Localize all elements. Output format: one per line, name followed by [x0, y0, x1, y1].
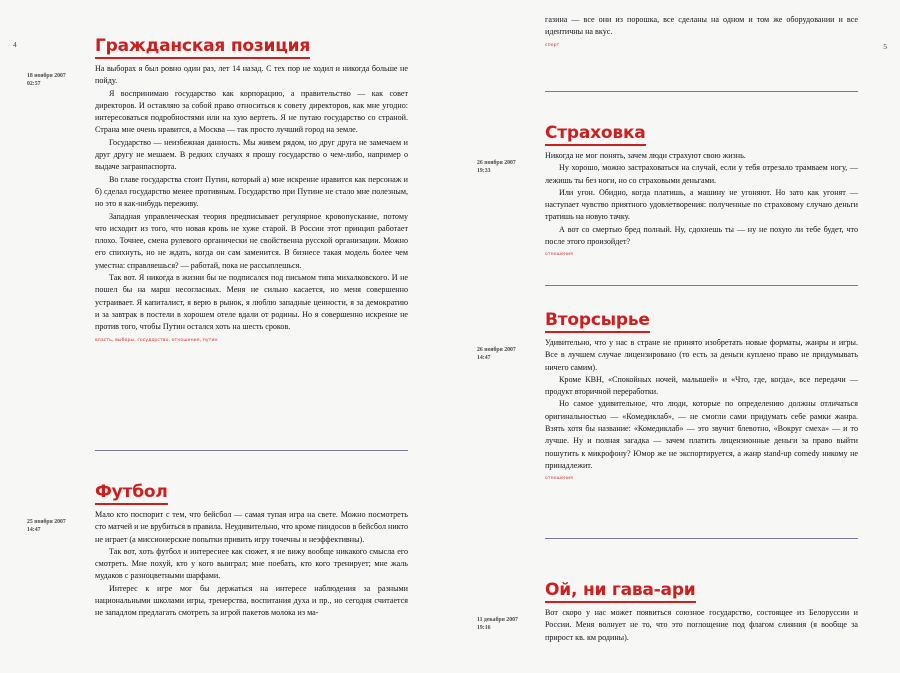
paragraph: Так вот. Я никогда в жизни бы не подписался под письмом типа михалковского. И не пошел бы на марш несогласных. Меня не сильно касается, но меня совершенно устраивает. Я капиталист, я верю в рынок, я люблю западные ценности, я за демократию и за завтрак в постели в хорошем отеле вдали от родины. Но я совершенно искренне не против того, чтобы Путин остался хоть на шесть сроков.: [95, 273, 408, 332]
entry-tags[interactable]: отношения: [545, 252, 573, 258]
entry-grazhdanskaya-poziciya: [0, 36, 450, 344]
entry-time: 19:16: [477, 625, 491, 631]
entry-date: 25 ноября 2007: [27, 519, 66, 525]
page-number-left: 4: [13, 40, 17, 49]
paragraph: Я воспринимаю государство как корпорацию, а правительство — как совет директоров. И оставляю за собой право относиться к совету директоров, как мне угодно: интересоваться подробностями или на хую вертеть. Я не путаю государство со страной. Страна мне очень нравится, а Москва — так просто лучший город на земле.: [95, 88, 408, 135]
entry-body: [545, 150, 858, 248]
entry-meta: [477, 346, 539, 362]
entry-date: 11 декабря 2007: [477, 617, 518, 623]
entry-divider: [545, 91, 858, 92]
paragraph: Кроме КВН, «Спокойных ночей, малышей» и «Что, где, когда», все передачи — продукт вторичной переработки.: [545, 374, 858, 397]
paragraph: Вот скоро у нас может появиться союзное государство, состоящее из Белоруссии и России. Меня волнует не то, что это поглощение под флагом слияния (я вообще за прирост кв. км родины).: [545, 608, 858, 642]
entry-meta: [477, 616, 539, 632]
paragraph: А вот со смертью бред полный. Ну, сдохнешь ты — ну не похую ли тебе будет, что после этого произойдет?: [545, 224, 858, 247]
entry-body: [545, 14, 858, 39]
entry-time: 19:33: [477, 168, 491, 174]
paragraph: Или угон. Обидно, когда платишь, а машину не угоняют. Но зато как угонят — наступает чувство приятного удовлетворения: полученные по страховому случаю деньги тратишь на новую тачку.: [545, 187, 858, 222]
entry-title: Ой, ни гава-ари: [545, 580, 696, 603]
entry-meta: [27, 518, 89, 534]
page-right: [450, 0, 900, 673]
paragraph: Мало кто поспорит с тем, что бейсбол — самая тупая игра на свете. Можно посмотреть сто матчей и не врубиться в правила. Неудивительно, что кроме пиндосов в бейсбол никто не играет (а миссионерские попытки привить игру точечны и неэффективны).: [95, 510, 409, 544]
entry-body: [95, 63, 408, 334]
entry-tags[interactable]: спорт: [545, 42, 560, 48]
entry-title: Страховка: [545, 123, 646, 146]
paragraph: Во главе государства стоит Путин, который а) мне искренне нравится как персонаж и б) сделал государство менее противным. Государство при Путине не стало мне полезным, но это я как-нибудь переживу.: [95, 174, 408, 209]
entry-date: 18 ноября 2007: [27, 73, 66, 79]
paragraph: На выборах я был ровно один раз, лет 14 назад. С тех пор не ходил и никогда больше не пойду.: [95, 64, 408, 86]
entry-continuation: [450, 14, 900, 49]
entry-title: Гражданская позиция: [95, 36, 310, 59]
entry-meta: [477, 159, 539, 175]
entry-vtorsyre: [450, 310, 900, 482]
entry-strahovka: [450, 123, 900, 258]
entry-body: [95, 509, 408, 620]
paragraph: Государство — неизбежная данность. Мы живем рядом, но друг друга не замечаем и друг другу не мешаем. В редких случаях я прошу государство о чем-либо, например о выдаче загранпаспорта.: [95, 137, 408, 172]
entry-title: Футбол: [95, 482, 168, 505]
paragraph: Ну хорошо, можно застраховаться на случай, если у тебя отрезало трамваем ногу, — лежишь ты без ноги, но со страховыми деньгами.: [545, 163, 858, 185]
paragraph: Интерес к игре мог бы держаться на интересе наблюдения за разными национальными школами игры, тренерства, воспитания духа и пр., но сегодня считается не западлом предлагать смотреть за игрой пакетов молока из ма-: [95, 583, 408, 618]
entry-date: 26 ноября 2007: [477, 347, 516, 353]
entry-futbol: [0, 482, 450, 620]
entry-body: [545, 337, 858, 472]
entry-divider: [545, 285, 858, 286]
entry-divider: [95, 450, 408, 451]
entry-divider: [545, 538, 858, 539]
entry-oy-ni-gava-ari: [450, 580, 900, 644]
entry-body: [545, 607, 858, 644]
paragraph: Так вот, хоть футбол и интереснее как сюжет, я не вижу вообще никакого смысла его смотреть. Мне похуй, кто у кого выиграл; мне поебать, кто кого тренирует; мне жаль мудаков с разноцветными шарфами.: [95, 546, 408, 581]
paragraph: Но самое удивительное, что люди, которые по определению должны отличаться оригинальностью — «Комедиклаб», — не смогли сами придумать себе рамки жанра. Взять хотя бы название: «Комедиклаб» — это звучит блевотно, «Вокруг смеха» — и то лучше. Ну и полная загадка — зачем платить лицензионные деньги за право выйти пошутить к микрофону? Юмор же не экспортируется, а жанр stand-up comedy никому не принадлежит.: [545, 399, 858, 470]
paragraph: Удивительно, что у нас в стране не принято изобретать новые форматы, жанры и игры. Все в лучшем случае лицензировано (то есть за деньги куплено право не придумывать ничего самим).: [545, 338, 858, 372]
entry-tags[interactable]: отношения: [545, 476, 573, 482]
entry-time: 14:47: [27, 527, 41, 533]
entry-meta: [27, 72, 89, 88]
entry-tags[interactable]: власть, выборы, государство, отношения, путин: [95, 337, 218, 343]
entry-date: 26 ноября 2007: [477, 160, 516, 166]
paragraph: Никогда не мог понять, зачем люди страхуют свою жизнь.: [545, 151, 746, 160]
page-number-right: 5: [883, 42, 887, 51]
entry-time: 02:57: [27, 81, 41, 87]
entry-title: Вторсырье: [545, 310, 650, 333]
paragraph: Западная управленческая теория предписывает регулярное кровопускание, потому что исходит из того, что новая кровь не хуже старой. В России этот принцип работает плохо. Точнее, смена рулевого органически не свойственна русской организации. Можно его спихнуть, но не ждать, когда он сам заменится. В бизнесе такая модель более чем уместна: справляешься? — работай, пока не рассыплешься.: [95, 211, 408, 270]
paragraph: газина — все они из порошка, все сделаны на одном и том же оборудовании и все идентичны на вкус.: [545, 15, 858, 37]
entry-time: 14:47: [477, 355, 491, 361]
